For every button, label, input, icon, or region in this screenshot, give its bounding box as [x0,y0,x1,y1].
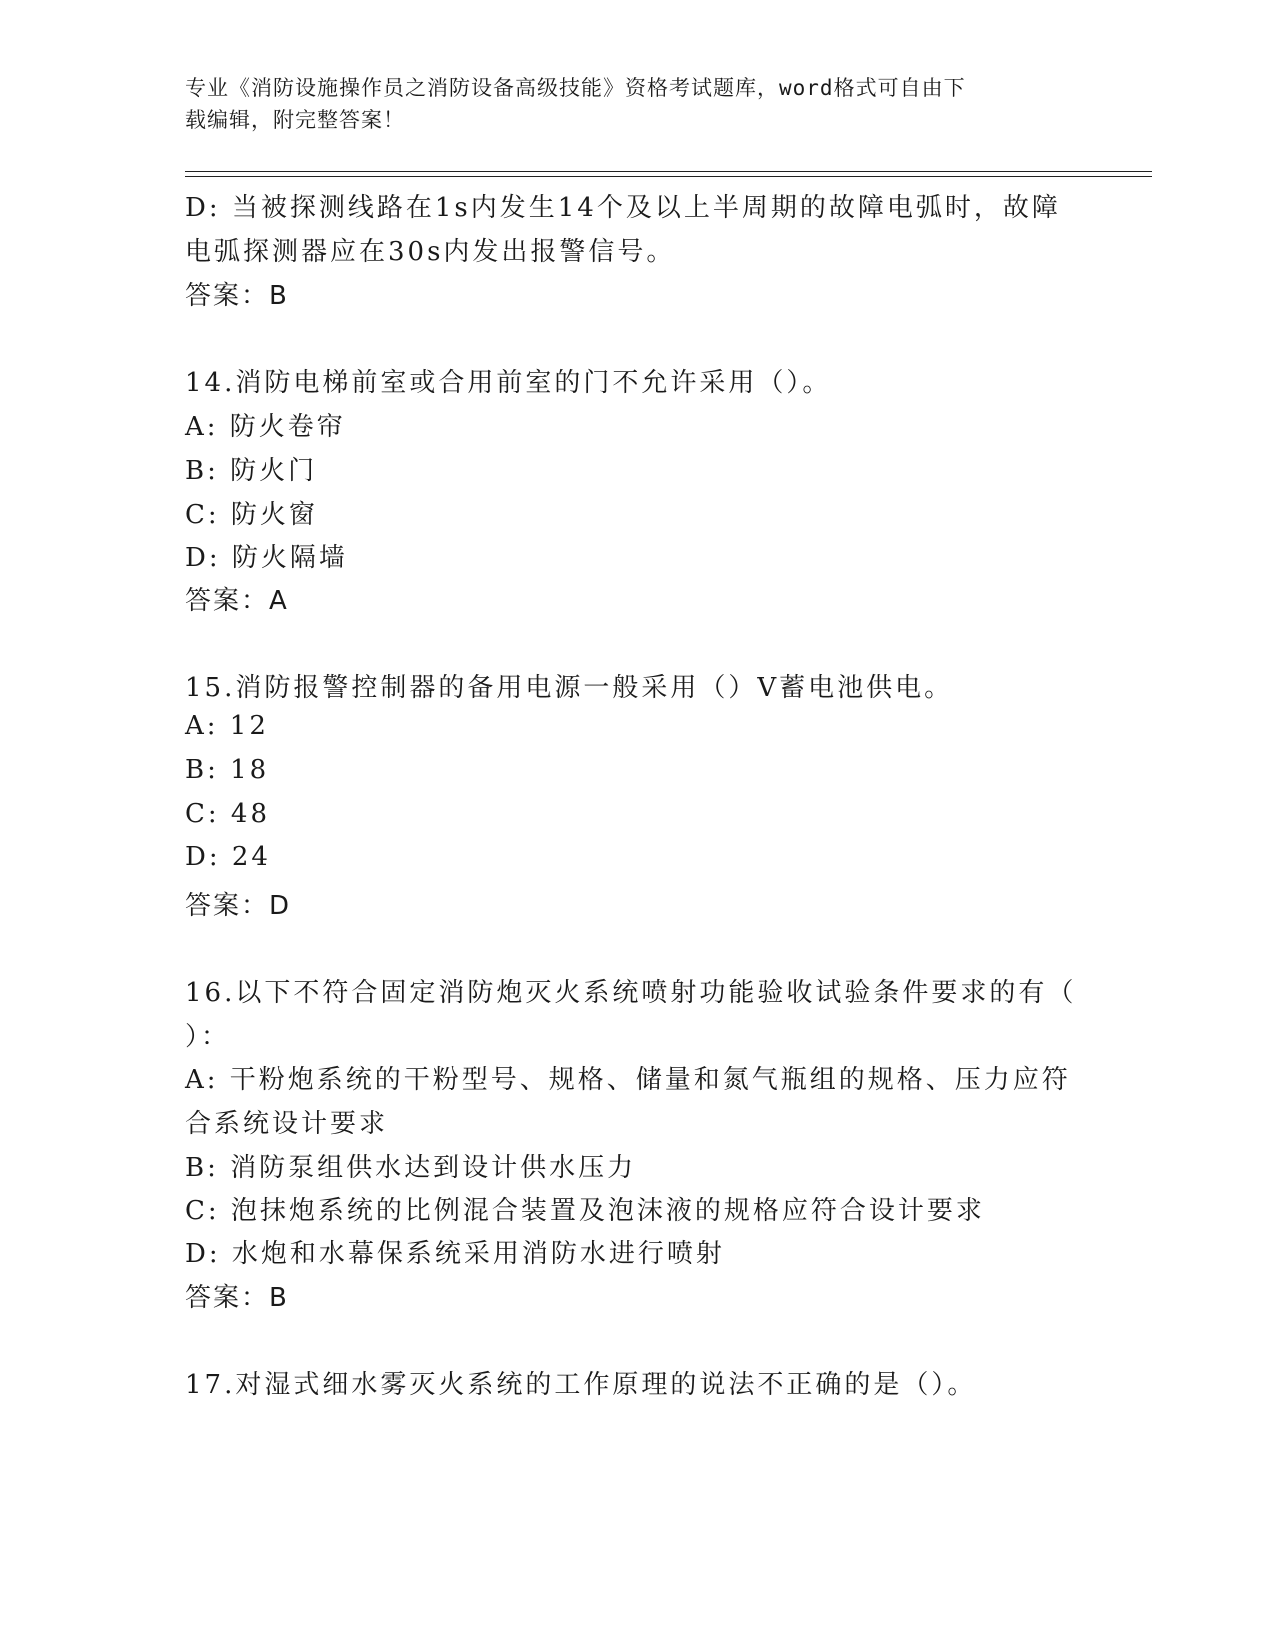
q14-option-a: A: 防火卷帘 [185,412,346,442]
q16-question-line-2: ）： [185,1022,231,1052]
q13-option-d-line-2: 电弧探测器应在30s内发出报警信号。 [185,237,676,267]
q14-option-c: C: 防火窗 [185,500,318,530]
header-rule-bottom [185,176,1152,177]
q16-option-b: B: 消防泵组供水达到设计供水压力 [185,1153,637,1183]
q15-option-d: D: 24 [185,842,271,872]
q15-answer: 答案：D [185,891,292,921]
q16-option-a-line-1: A: 干粉炮系统的干粉型号、规格、储量和氮气瓶组的规格、压力应符 [185,1065,1071,1095]
q15-option-b: B: 18 [185,755,270,785]
q13-answer: 答案：B [185,281,289,311]
document-header [185,72,1065,136]
q14-option-d: D: 防火隔墙 [185,543,348,573]
header-rule-top [185,171,1152,172]
header-line-2: 载编辑，附完整答案！ [185,108,405,132]
q14-option-b: B: 防火门 [185,456,318,486]
q13-option-d-line-1: D: 当被探测线路在1s内发生14个及以上半周期的故障电弧时，故障 [185,193,1061,223]
q16-option-c: C: 泡抹炮系统的比例混合装置及泡沫液的规格应符合设计要求 [185,1196,985,1226]
q16-option-d: D: 水炮和水幕保系统采用消防水进行喷射 [185,1239,725,1269]
q16-option-a-line-2: 合系统设计要求 [185,1109,389,1139]
q14-answer: 答案：A [185,586,289,616]
q14-question: 14.消防电梯前室或合用前室的门不允许采用（）。 [185,368,832,398]
q15-option-a: A: 12 [185,711,269,741]
q17-question: 17.对湿式细水雾灭火系统的工作原理的说法不正确的是（）。 [185,1370,977,1400]
header-line-1: 专业《消防设施操作员之消防设备高级技能》资格考试题库，word格式可自由下 [185,76,966,100]
q15-option-c: C: 48 [185,799,271,829]
q15-question: 15.消防报警控制器的备用电源一般采用（）V蓄电池供电。 [185,673,954,703]
q16-question-line-1: 16.以下不符合固定消防炮灭火系统喷射功能验收试验条件要求的有（ [185,978,1077,1008]
q16-answer: 答案：B [185,1283,289,1313]
